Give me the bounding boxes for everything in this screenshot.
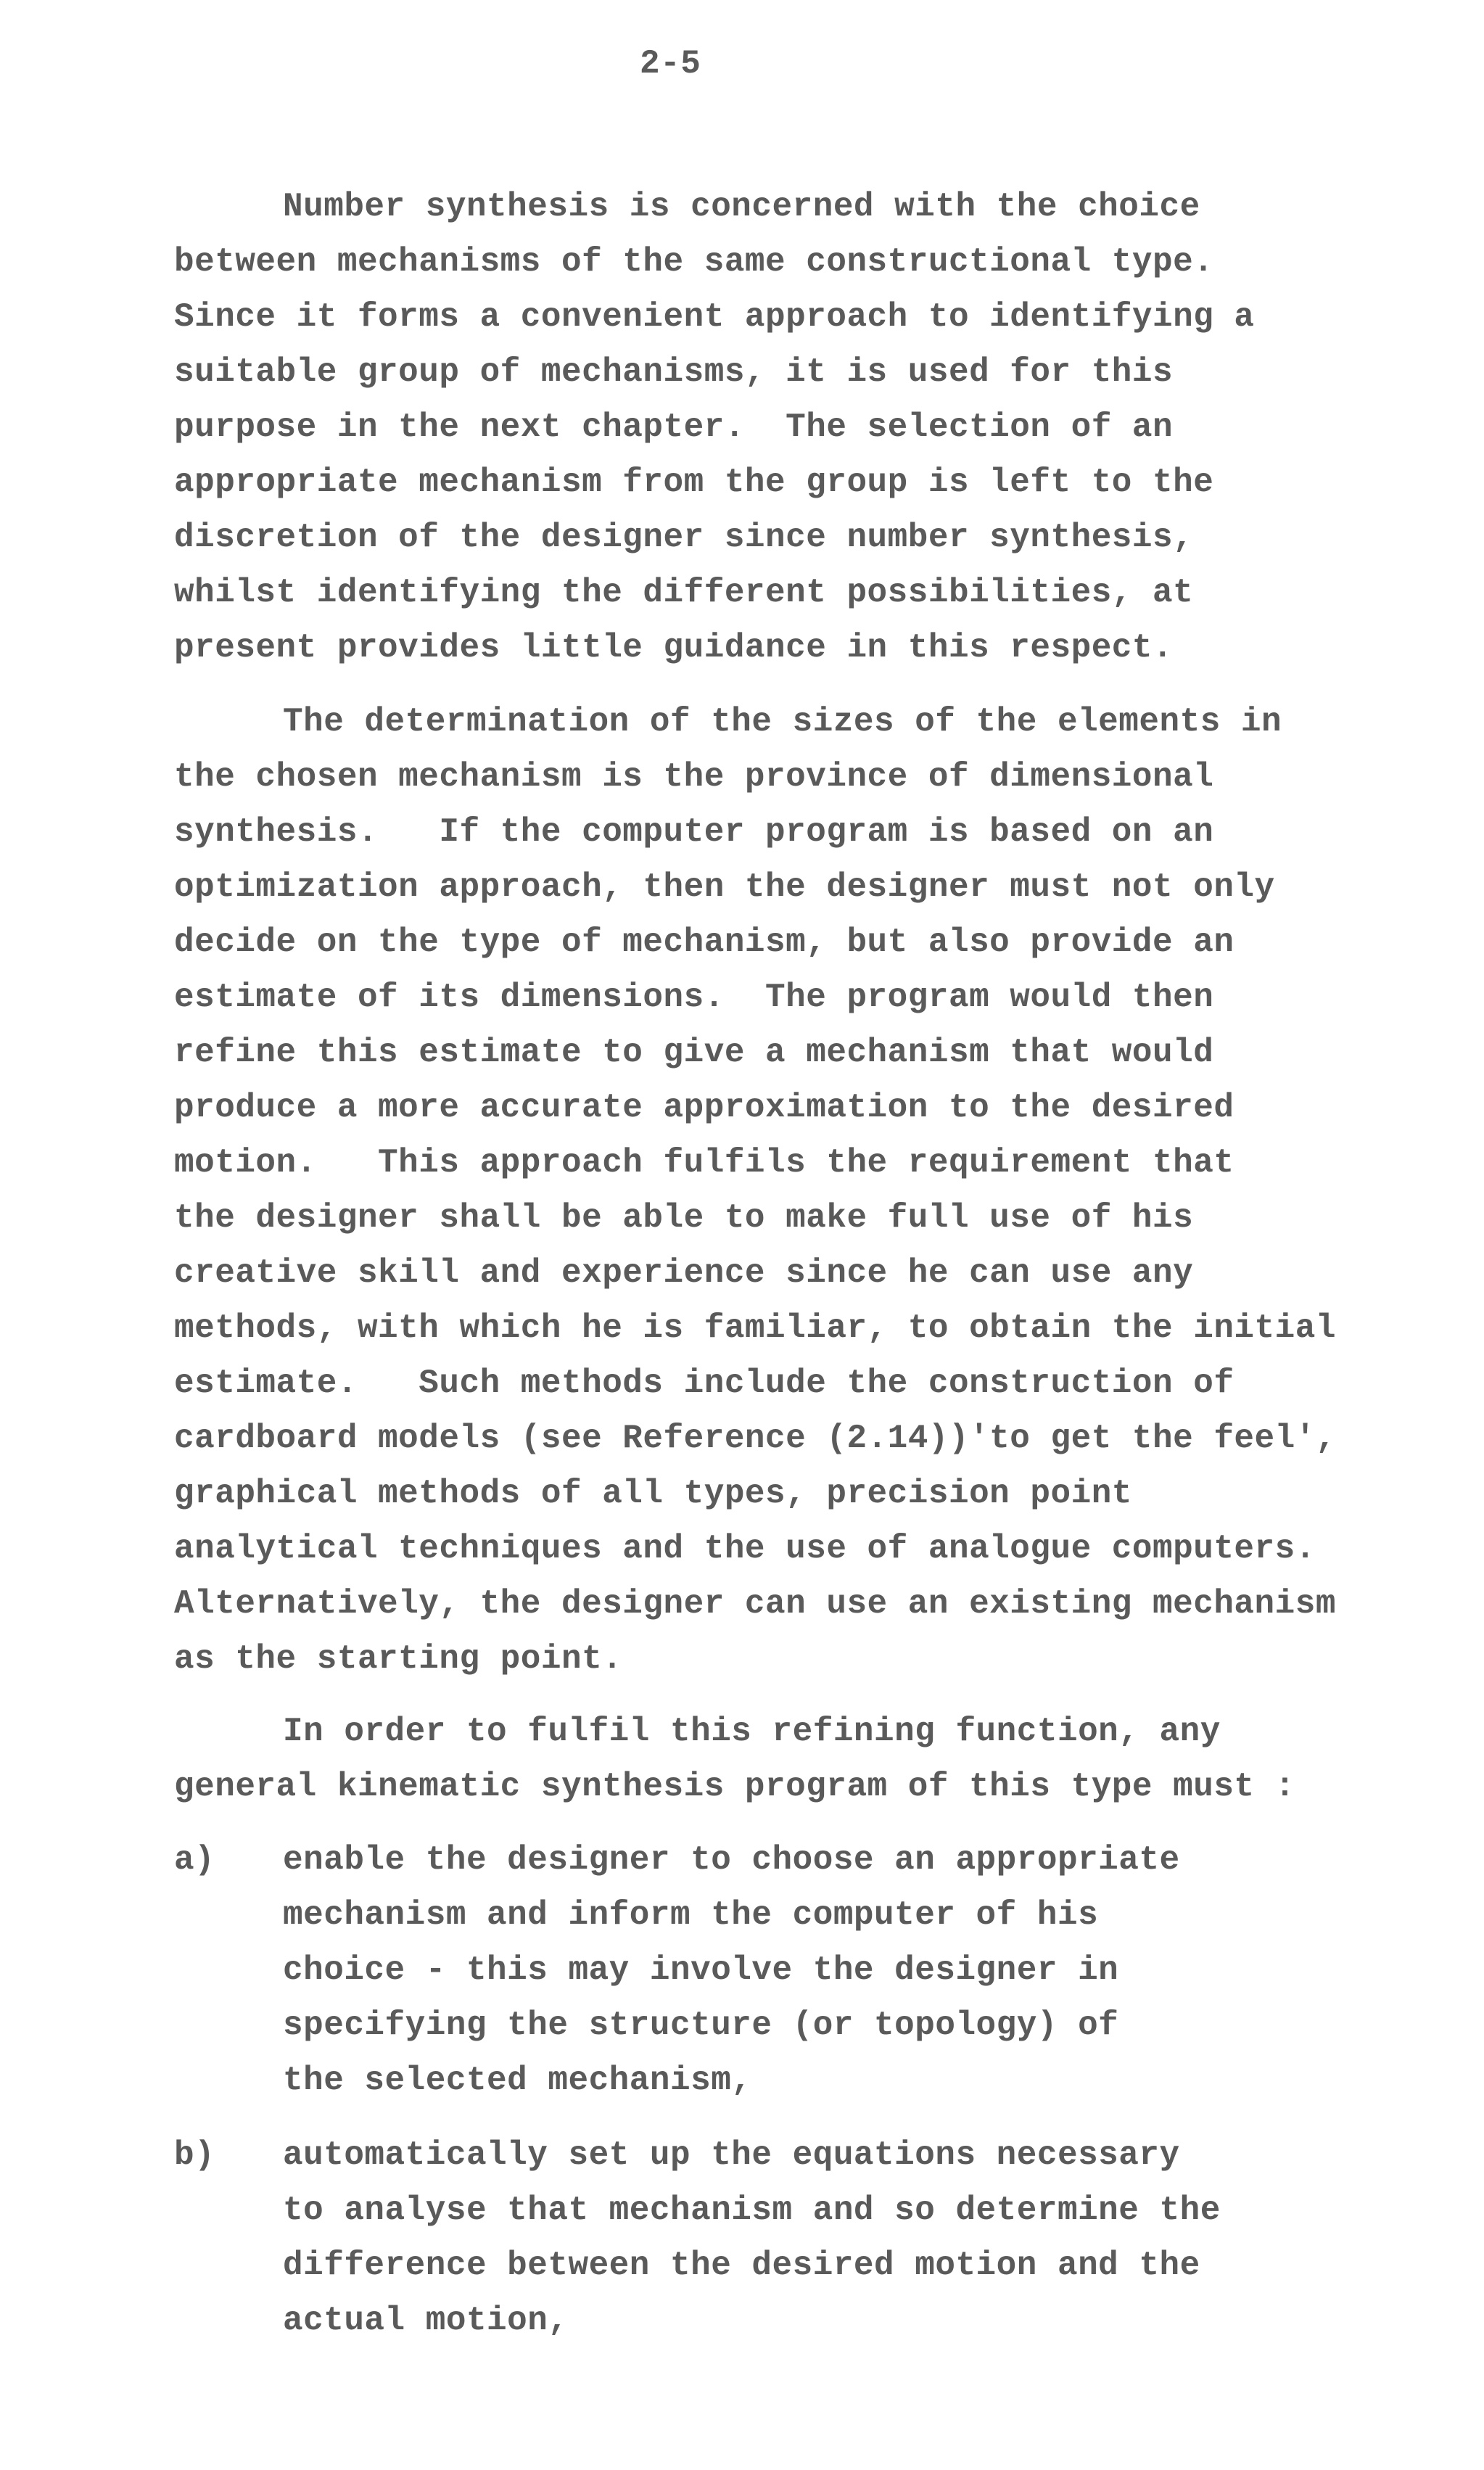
text-line: The determination of the sizes of the elements in	[283, 703, 1282, 741]
text-line: Since it forms a convenient approach to identifying a	[174, 298, 1255, 336]
paragraph-dimensional-synthesis	[174, 694, 1336, 1687]
text-line: enable the designer to choose an appropriate	[283, 1841, 1180, 1879]
text-line: In order to fulfil this refining function, any	[283, 1713, 1221, 1750]
list-item-text	[283, 2128, 1221, 2348]
paragraph-refining-function	[174, 1704, 1295, 1814]
text-line: the selected mechanism,	[283, 2062, 752, 2099]
list-marker: a)	[174, 1841, 215, 1879]
text-line: choice - this may involve the designer in	[283, 1951, 1119, 1989]
text-line: estimate of its dimensions. The program would then	[174, 979, 1214, 1016]
text-line: decide on the type of mechanism, but also provide an	[174, 923, 1234, 961]
text-line: cardboard models (see Reference (2.14))'to get the feel',	[174, 1420, 1336, 1457]
text-line: Alternatively, the designer can use an existing mechanism	[174, 1585, 1336, 1623]
text-line: mechanism and inform the computer of his	[283, 1896, 1099, 1934]
text-line: present provides little guidance in this respect.	[174, 629, 1174, 667]
list-item-text	[283, 1832, 1180, 2108]
text-line: refine this estimate to give a mechanism that would	[174, 1034, 1214, 1071]
text-line: as the starting point.	[174, 1640, 623, 1678]
page-number: 2-5	[640, 45, 701, 83]
text-line: the chosen mechanism is the province of dimensional	[174, 758, 1214, 796]
text-line: creative skill and experience since he can use any	[174, 1254, 1194, 1292]
text-line: analytical techniques and the use of analogue computers.	[174, 1530, 1316, 1568]
text-line: purpose in the next chapter. The selection of an	[174, 408, 1174, 446]
text-line: between mechanisms of the same constructional type.	[174, 243, 1214, 281]
text-line: discretion of the designer since number synthesis,	[174, 519, 1194, 556]
text-line: the designer shall be able to make full use of his	[174, 1199, 1194, 1237]
text-line: motion. This approach fulfils the requirement that	[174, 1144, 1234, 1182]
text-line: graphical methods of all types, precision point	[174, 1475, 1132, 1512]
text-line: automatically set up the equations necessary	[283, 2136, 1180, 2174]
text-line: to analyse that mechanism and so determine the	[283, 2191, 1221, 2229]
list-marker: b)	[174, 2136, 215, 2174]
text-line: synthesis. If the computer program is based on an	[174, 813, 1214, 851]
text-line: specifying the structure (or topology) of	[283, 2006, 1119, 2044]
text-line: suitable group of mechanisms, it is used for this	[174, 353, 1174, 391]
text-line: Number synthesis is concerned with the choice	[283, 188, 1200, 226]
text-line: estimate. Such methods include the construction of	[174, 1364, 1234, 1402]
text-line: whilst identifying the different possibilities, at	[174, 574, 1194, 612]
text-line: methods, with which he is familiar, to obtain the initial	[174, 1309, 1336, 1347]
text-line: general kinematic synthesis program of this type must :	[174, 1768, 1295, 1806]
text-line: difference between the desired motion and the	[283, 2247, 1200, 2284]
text-line: produce a more accurate approximation to the desired	[174, 1089, 1234, 1127]
paragraph-number-synthesis	[174, 179, 1255, 675]
text-line: appropriate mechanism from the group is left to the	[174, 464, 1214, 501]
text-line: actual motion,	[283, 2302, 569, 2339]
text-line: optimization approach, then the designer must not only	[174, 868, 1275, 906]
